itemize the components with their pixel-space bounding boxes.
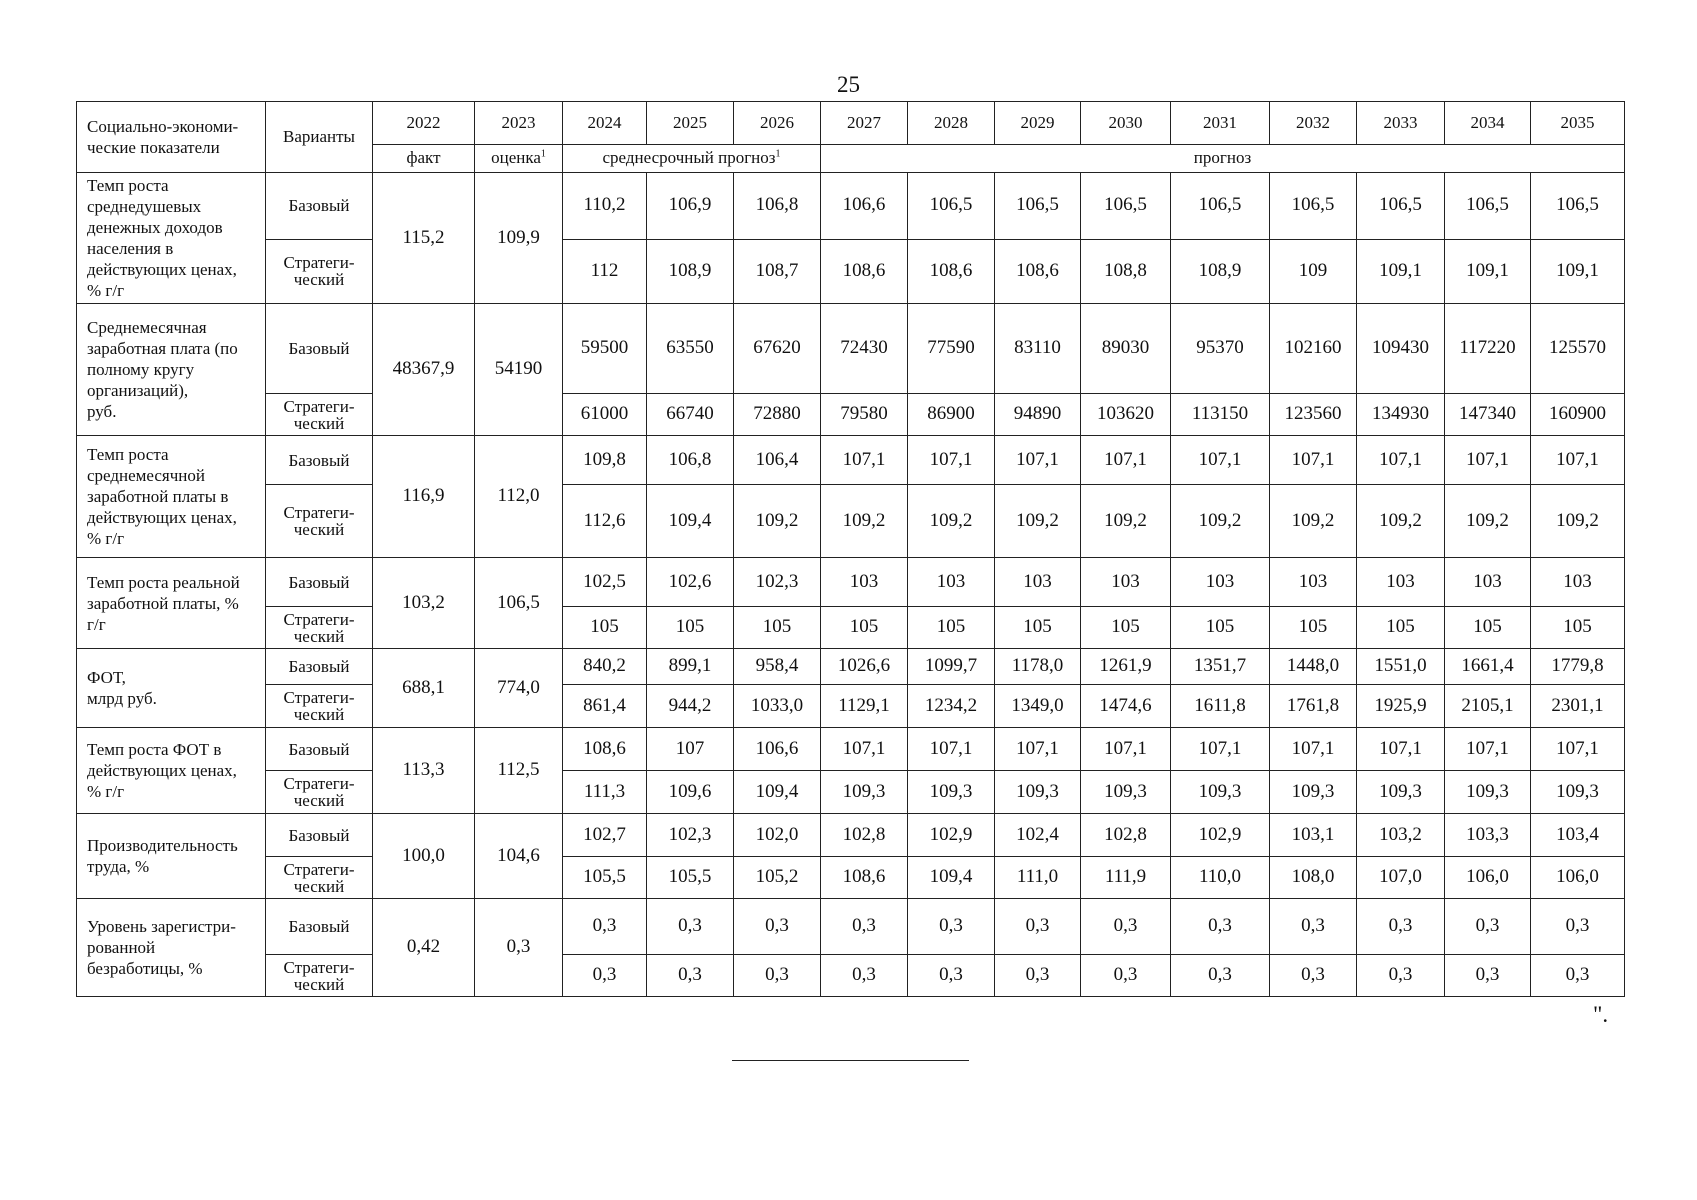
strategic-value: 108,6: [995, 239, 1081, 303]
base-value: 95370: [1171, 304, 1270, 394]
strategic-value: 109,2: [1270, 485, 1357, 558]
base-value: 106,8: [734, 173, 821, 240]
base-value: 1026,6: [821, 649, 908, 685]
estimate-2023-value: 774,0: [475, 649, 563, 728]
indicator-name: Темп роста среднедушевых денежных доходов населения в действующих ценах, % г/г: [77, 173, 266, 304]
strategic-value: 109,2: [1445, 485, 1531, 558]
base-value: 103: [1171, 558, 1270, 607]
base-value: 103: [1270, 558, 1357, 607]
indicator-name: Уровень зарегистри- рованной безработицы, %: [77, 899, 266, 997]
variant-label-strategic: Стратеги- ческий: [266, 685, 373, 728]
indicator-name: Темп роста ФОТ в действующих ценах, % г/г: [77, 728, 266, 814]
year-header: 2032: [1270, 102, 1357, 145]
strategic-value: 108,6: [908, 239, 995, 303]
base-value: 109,8: [563, 436, 647, 485]
base-value: 83110: [995, 304, 1081, 394]
fact-2022-value: 48367,9: [373, 304, 475, 436]
indicator-row-strategic: [77, 394, 1625, 436]
base-value: 102,3: [734, 558, 821, 607]
page-number: 25: [837, 72, 860, 97]
strategic-value: 109,2: [734, 485, 821, 558]
year-header: 2035: [1531, 102, 1625, 145]
base-value: 1779,8: [1531, 649, 1625, 685]
year-header: 2031: [1171, 102, 1270, 145]
strategic-value: 112: [563, 239, 647, 303]
base-value: 107,1: [1171, 728, 1270, 771]
base-value: 107,1: [995, 728, 1081, 771]
strategic-value: 105,5: [563, 857, 647, 899]
base-value: 840,2: [563, 649, 647, 685]
indicator-row-strategic: [77, 607, 1625, 649]
strategic-value: 0,3: [734, 955, 821, 997]
variant-label-strategic: Стратеги- ческий: [266, 607, 373, 649]
strategic-value: 1033,0: [734, 685, 821, 728]
year-header: 2030: [1081, 102, 1171, 145]
base-value: 107,1: [1445, 436, 1531, 485]
variants-column-header: Варианты: [266, 102, 373, 173]
strategic-value: 0,3: [1531, 955, 1625, 997]
base-value: 0,3: [995, 899, 1081, 955]
header-row-years: [77, 102, 1625, 145]
year-header: 2034: [1445, 102, 1531, 145]
base-value: 102,9: [1171, 814, 1270, 857]
strategic-value: 109,4: [647, 485, 734, 558]
year-header: 2026: [734, 102, 821, 145]
variant-label-base: Базовый: [266, 558, 373, 607]
strategic-value: 105: [908, 607, 995, 649]
base-value: 102,4: [995, 814, 1081, 857]
strategic-value: 111,3: [563, 771, 647, 814]
base-value: 0,3: [647, 899, 734, 955]
variant-label-strategic: Стратеги- ческий: [266, 394, 373, 436]
strategic-value: 0,3: [647, 955, 734, 997]
strategic-value: 109,3: [995, 771, 1081, 814]
base-value: 0,3: [908, 899, 995, 955]
strategic-value: 108,7: [734, 239, 821, 303]
fact-2022-value: 0,42: [373, 899, 475, 997]
indicator-row-base: [77, 814, 1625, 857]
base-value: 59500: [563, 304, 647, 394]
strategic-value: 1611,8: [1171, 685, 1270, 728]
variant-label-base: Базовый: [266, 436, 373, 485]
strategic-value: 66740: [647, 394, 734, 436]
indicator-row-base: [77, 558, 1625, 607]
base-value: 106,6: [821, 173, 908, 240]
base-value: 0,3: [821, 899, 908, 955]
strategic-value: 109,2: [908, 485, 995, 558]
base-value: 103,3: [1445, 814, 1531, 857]
strategic-value: 105: [995, 607, 1081, 649]
strategic-value: 106,0: [1445, 857, 1531, 899]
medium-term-header: среднесрочный прогноз$^1$: [563, 145, 821, 173]
strategic-value: 0,3: [1081, 955, 1171, 997]
year-header: 2033: [1357, 102, 1445, 145]
strategic-value: 105: [563, 607, 647, 649]
indicator-name: Среднемесячная заработная плата (по полному кругу организаций), руб.: [77, 304, 266, 436]
indicator-name: ФОТ, млрд руб.: [77, 649, 266, 728]
strategic-value: 103620: [1081, 394, 1171, 436]
base-value: 0,3: [1357, 899, 1445, 955]
strategic-value: 944,2: [647, 685, 734, 728]
base-value: 107,1: [1081, 728, 1171, 771]
base-value: 1351,7: [1171, 649, 1270, 685]
base-value: 106,5: [1270, 173, 1357, 240]
base-value: 108,6: [563, 728, 647, 771]
fact-header: факт: [373, 145, 475, 173]
base-value: 107,1: [1357, 728, 1445, 771]
strategic-value: 111,9: [1081, 857, 1171, 899]
strategic-value: 0,3: [821, 955, 908, 997]
strategic-value: 108,9: [1171, 239, 1270, 303]
base-value: 106,4: [734, 436, 821, 485]
strategic-value: 109,2: [1531, 485, 1625, 558]
strategic-value: 109,1: [1357, 239, 1445, 303]
fact-2022-value: 688,1: [373, 649, 475, 728]
indicator-row-strategic: [77, 485, 1625, 558]
strategic-value: 2105,1: [1445, 685, 1531, 728]
strategic-value: 108,6: [821, 857, 908, 899]
forecast-table: [76, 101, 1625, 997]
base-value: 102160: [1270, 304, 1357, 394]
year-header: 2022: [373, 102, 475, 145]
base-value: 107,1: [1445, 728, 1531, 771]
strategic-value: 112,6: [563, 485, 647, 558]
strategic-value: 108,6: [821, 239, 908, 303]
indicator-name: Темп роста среднемесячной заработной платы в действующих ценах, % г/г: [77, 436, 266, 558]
strategic-value: 0,3: [1270, 955, 1357, 997]
base-value: 103: [995, 558, 1081, 607]
strategic-value: 105: [1357, 607, 1445, 649]
base-value: 107: [647, 728, 734, 771]
base-value: 102,5: [563, 558, 647, 607]
strategic-value: 160900: [1531, 394, 1625, 436]
strategic-value: 1761,8: [1270, 685, 1357, 728]
base-value: 103: [1531, 558, 1625, 607]
base-value: 0,3: [1445, 899, 1531, 955]
strategic-value: 105: [734, 607, 821, 649]
base-value: 1661,4: [1445, 649, 1531, 685]
base-value: 103: [1357, 558, 1445, 607]
base-value: 107,1: [995, 436, 1081, 485]
strategic-value: 108,0: [1270, 857, 1357, 899]
strategic-value: 0,3: [1357, 955, 1445, 997]
variant-label-strategic: Стратеги- ческий: [266, 955, 373, 997]
estimate-header: оценка$^1$: [475, 145, 563, 173]
base-value: 106,5: [1171, 173, 1270, 240]
strategic-value: 108,9: [647, 239, 734, 303]
estimate-2023-value: 0,3: [475, 899, 563, 997]
year-header: 2029: [995, 102, 1081, 145]
base-value: 1551,0: [1357, 649, 1445, 685]
base-value: 1448,0: [1270, 649, 1357, 685]
base-value: 0,3: [563, 899, 647, 955]
strategic-value: 105: [647, 607, 734, 649]
strategic-value: 105: [1081, 607, 1171, 649]
strategic-value: 113150: [1171, 394, 1270, 436]
strategic-value: 105,2: [734, 857, 821, 899]
base-value: 107,1: [1531, 728, 1625, 771]
fact-2022-value: 113,3: [373, 728, 475, 814]
base-value: 1178,0: [995, 649, 1081, 685]
indicator-row-base: [77, 649, 1625, 685]
strategic-value: 109,4: [734, 771, 821, 814]
base-value: 958,4: [734, 649, 821, 685]
strategic-value: 109,4: [908, 857, 995, 899]
variant-label-base: Базовый: [266, 814, 373, 857]
strategic-value: 72880: [734, 394, 821, 436]
indicator-row-strategic: [77, 771, 1625, 814]
variant-label-strategic: Стратеги- ческий: [266, 485, 373, 558]
base-value: 102,0: [734, 814, 821, 857]
base-value: 102,9: [908, 814, 995, 857]
base-value: 0,3: [734, 899, 821, 955]
indicator-name: Производительность труда, %: [77, 814, 266, 899]
year-header: 2023: [475, 102, 563, 145]
base-value: 107,1: [1270, 728, 1357, 771]
indicator-row-base: [77, 728, 1625, 771]
fact-2022-value: 116,9: [373, 436, 475, 558]
base-value: 0,3: [1081, 899, 1171, 955]
strategic-value: 0,3: [908, 955, 995, 997]
strategic-value: 109,3: [1531, 771, 1625, 814]
strategic-value: 108,8: [1081, 239, 1171, 303]
estimate-2023-value: 54190: [475, 304, 563, 436]
base-value: 77590: [908, 304, 995, 394]
base-value: 106,5: [1357, 173, 1445, 240]
strategic-value: 111,0: [995, 857, 1081, 899]
base-value: 103,1: [1270, 814, 1357, 857]
base-value: 72430: [821, 304, 908, 394]
indicator-row-strategic: [77, 685, 1625, 728]
variant-label-base: Базовый: [266, 173, 373, 240]
strategic-value: 86900: [908, 394, 995, 436]
closing-mark: ".: [1593, 1002, 1609, 1027]
variant-label-strategic: Стратеги- ческий: [266, 857, 373, 899]
base-value: 63550: [647, 304, 734, 394]
base-value: 0,3: [1171, 899, 1270, 955]
base-value: 106,6: [734, 728, 821, 771]
estimate-2023-value: 109,9: [475, 173, 563, 304]
base-value: 103,2: [1357, 814, 1445, 857]
base-value: 106,5: [995, 173, 1081, 240]
base-value: 106,9: [647, 173, 734, 240]
base-value: 103: [908, 558, 995, 607]
strategic-value: 0,3: [563, 955, 647, 997]
strategic-value: 109,3: [1270, 771, 1357, 814]
strategic-value: 2301,1: [1531, 685, 1625, 728]
strategic-value: 861,4: [563, 685, 647, 728]
variant-label-base: Базовый: [266, 304, 373, 394]
estimate-2023-value: 112,0: [475, 436, 563, 558]
base-value: 117220: [1445, 304, 1531, 394]
strategic-value: 109: [1270, 239, 1357, 303]
strategic-value: 106,0: [1531, 857, 1625, 899]
strategic-value: 79580: [821, 394, 908, 436]
strategic-value: 109,2: [1171, 485, 1270, 558]
variant-label-strategic: Стратеги- ческий: [266, 239, 373, 303]
strategic-value: 1474,6: [1081, 685, 1171, 728]
variant-label-base: Базовый: [266, 899, 373, 955]
strategic-value: 0,3: [1445, 955, 1531, 997]
fact-2022-value: 103,2: [373, 558, 475, 649]
indicator-row-strategic: [77, 239, 1625, 303]
strategic-value: 110,0: [1171, 857, 1270, 899]
strategic-value: 105,5: [647, 857, 734, 899]
indicator-row-strategic: [77, 857, 1625, 899]
strategic-value: 1925,9: [1357, 685, 1445, 728]
base-value: 106,5: [1081, 173, 1171, 240]
base-value: 102,8: [1081, 814, 1171, 857]
strategic-value: 105: [1531, 607, 1625, 649]
base-value: 1261,9: [1081, 649, 1171, 685]
strategic-value: 109,3: [1357, 771, 1445, 814]
estimate-2023-value: 104,6: [475, 814, 563, 899]
strategic-value: 134930: [1357, 394, 1445, 436]
strategic-value: 109,3: [1171, 771, 1270, 814]
indicator-row-base: [77, 436, 1625, 485]
base-value: 102,7: [563, 814, 647, 857]
base-value: 107,1: [1531, 436, 1625, 485]
strategic-value: 105: [1445, 607, 1531, 649]
fact-2022-value: 100,0: [373, 814, 475, 899]
base-value: 106,5: [1445, 173, 1531, 240]
strategic-value: 109,3: [908, 771, 995, 814]
base-value: 102,8: [821, 814, 908, 857]
base-value: 106,8: [647, 436, 734, 485]
estimate-2023-value: 112,5: [475, 728, 563, 814]
strategic-value: 109,2: [821, 485, 908, 558]
strategic-value: 94890: [995, 394, 1081, 436]
year-header: 2027: [821, 102, 908, 145]
strategic-value: 109,3: [1445, 771, 1531, 814]
strategic-value: 109,1: [1445, 239, 1531, 303]
strategic-value: 109,6: [647, 771, 734, 814]
indicator-column-header: Социально-экономи- ческие показатели: [77, 102, 266, 173]
base-value: 0,3: [1270, 899, 1357, 955]
indicator-name: Темп роста реальной заработной платы, % г/г: [77, 558, 266, 649]
base-value: 0,3: [1531, 899, 1625, 955]
strategic-value: 109,3: [821, 771, 908, 814]
base-value: 1099,7: [908, 649, 995, 685]
base-value: 103: [821, 558, 908, 607]
strategic-value: 105: [821, 607, 908, 649]
base-value: 103: [1081, 558, 1171, 607]
base-value: 103: [1445, 558, 1531, 607]
base-value: 107,1: [1081, 436, 1171, 485]
base-value: 89030: [1081, 304, 1171, 394]
base-value: 107,1: [1270, 436, 1357, 485]
base-value: 107,1: [908, 728, 995, 771]
strategic-value: 123560: [1270, 394, 1357, 436]
variant-label-base: Базовый: [266, 649, 373, 685]
base-value: 107,1: [821, 436, 908, 485]
strategic-value: 1349,0: [995, 685, 1081, 728]
indicator-row-base: [77, 173, 1625, 240]
base-value: 125570: [1531, 304, 1625, 394]
base-value: 107,1: [1171, 436, 1270, 485]
strategic-value: 107,0: [1357, 857, 1445, 899]
base-value: 102,6: [647, 558, 734, 607]
strategic-value: 109,3: [1081, 771, 1171, 814]
base-value: 106,5: [908, 173, 995, 240]
strategic-value: 1234,2: [908, 685, 995, 728]
estimate-2023-value: 106,5: [475, 558, 563, 649]
strategic-value: 1129,1: [821, 685, 908, 728]
strategic-value: 0,3: [995, 955, 1081, 997]
base-value: 102,3: [647, 814, 734, 857]
indicator-row-base: [77, 899, 1625, 955]
strategic-value: 61000: [563, 394, 647, 436]
year-header: 2024: [563, 102, 647, 145]
fact-2022-value: 115,2: [373, 173, 475, 304]
base-value: 107,1: [1357, 436, 1445, 485]
base-value: 899,1: [647, 649, 734, 685]
strategic-value: 105: [1270, 607, 1357, 649]
base-value: 109430: [1357, 304, 1445, 394]
strategic-value: 147340: [1445, 394, 1531, 436]
variant-label-strategic: Стратеги- ческий: [266, 771, 373, 814]
variant-label-base: Базовый: [266, 728, 373, 771]
base-value: 106,5: [1531, 173, 1625, 240]
strategic-value: 109,1: [1531, 239, 1625, 303]
base-value: 103,4: [1531, 814, 1625, 857]
strategic-value: 109,2: [1081, 485, 1171, 558]
footer-rule: [732, 1060, 969, 1061]
strategic-value: 105: [1171, 607, 1270, 649]
base-value: 67620: [734, 304, 821, 394]
indicator-row-base: [77, 304, 1625, 394]
base-value: 107,1: [908, 436, 995, 485]
strategic-value: 0,3: [1171, 955, 1270, 997]
base-value: 110,2: [563, 173, 647, 240]
year-header: 2025: [647, 102, 734, 145]
indicator-row-strategic: [77, 955, 1625, 997]
forecast-header: прогноз: [821, 145, 1625, 173]
year-header: 2028: [908, 102, 995, 145]
strategic-value: 109,2: [995, 485, 1081, 558]
strategic-value: 109,2: [1357, 485, 1445, 558]
base-value: 107,1: [821, 728, 908, 771]
